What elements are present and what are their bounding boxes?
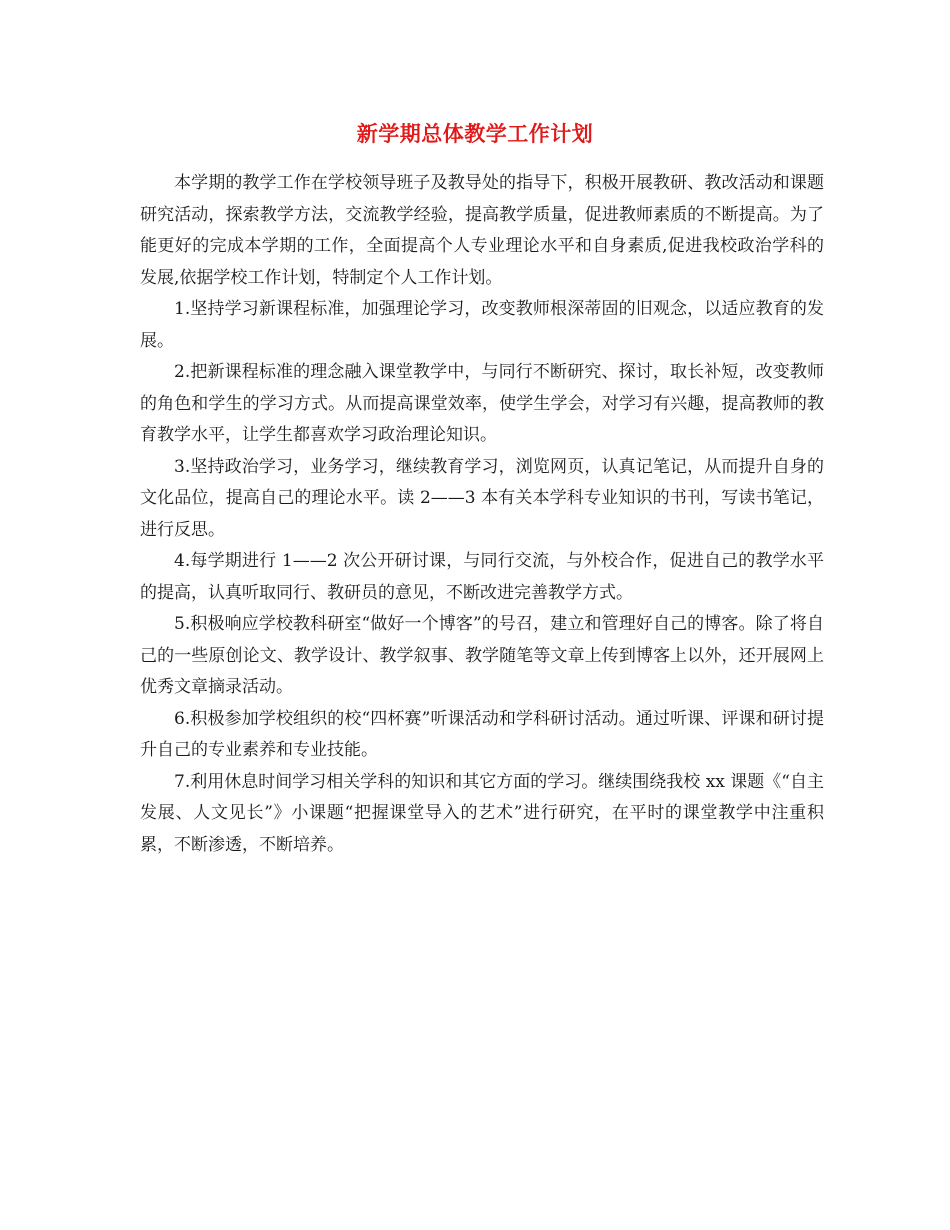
paragraph-item-4: 4.每学期进行 1——2 次公开研讨课，与同行交流，与外校合作，促进自己的教学水平的提高，认真听取同行、教研员的意见，不断改进完善教学方式。 xyxy=(140,551,824,603)
paragraph-item-5: 5.积极响应学校教科研室“做好一个博客”的号召，建立和管理好自己的博客。除了将自己的一些原创论文、教学设计、教学叙事、教学随笔等文章上传到博客上以外，还开展网上优秀文章摘录活动。 xyxy=(140,614,824,697)
paragraph-item-7: 7.利用休息时间学习相关学科的知识和其它方面的学习。继续围绕我校 xx 课题《“自主发展、人文见长”》小课题“把握课堂导入的艺术”进行研究，在平时的课堂教学中注重积累，不断渗透，不断培养。 xyxy=(140,771,824,855)
paragraph-item-3: 3.坚持政治学习，业务学习，继续教育学习，浏览网页，认真记笔记，从而提升自身的文化品位，提高自己的理论水平。读 2——3 本有关本学科专业知识的书刊，写读书笔记，进行反思。 xyxy=(140,456,824,540)
paragraph-intro: 本学期的教学工作在学校领导班子及教导处的指导下，积极开展教研、教改活动和课题研究活动，探索教学方法，交流教学经验，提高教学质量，促进教师素质的不断提高。为了能更好的完成本学期的工作，全面提高个人专业理论水平和自身素质,促进我校政治学科的发展,依据学校工作计划，特制定个人工作计划。 xyxy=(140,173,824,288)
paragraph-item-1: 1.坚持学习新课程标准，加强理论学习，改变教师根深蒂固的旧观念，以适应教育的发展。 xyxy=(140,299,824,351)
paragraph-item-6: 6.积极参加学校组织的校“四杯赛”听课活动和学科研讨活动。通过听课、评课和研讨提升自己的专业素养和专业技能。 xyxy=(140,708,824,760)
document-title: 新学期总体教学工作计划 xyxy=(356,121,594,146)
document-body xyxy=(140,168,824,861)
paragraph-item-2: 2.把新课程标准的理念融入课堂教学中，与同行不断研究、探讨，取长补短，改变教师的角色和学生的学习方式。从而提高课堂效率，使学生学会，对学习有兴趣，提高教师的教育教学水平，让学生都喜欢学习政治理论知识。 xyxy=(140,362,824,445)
